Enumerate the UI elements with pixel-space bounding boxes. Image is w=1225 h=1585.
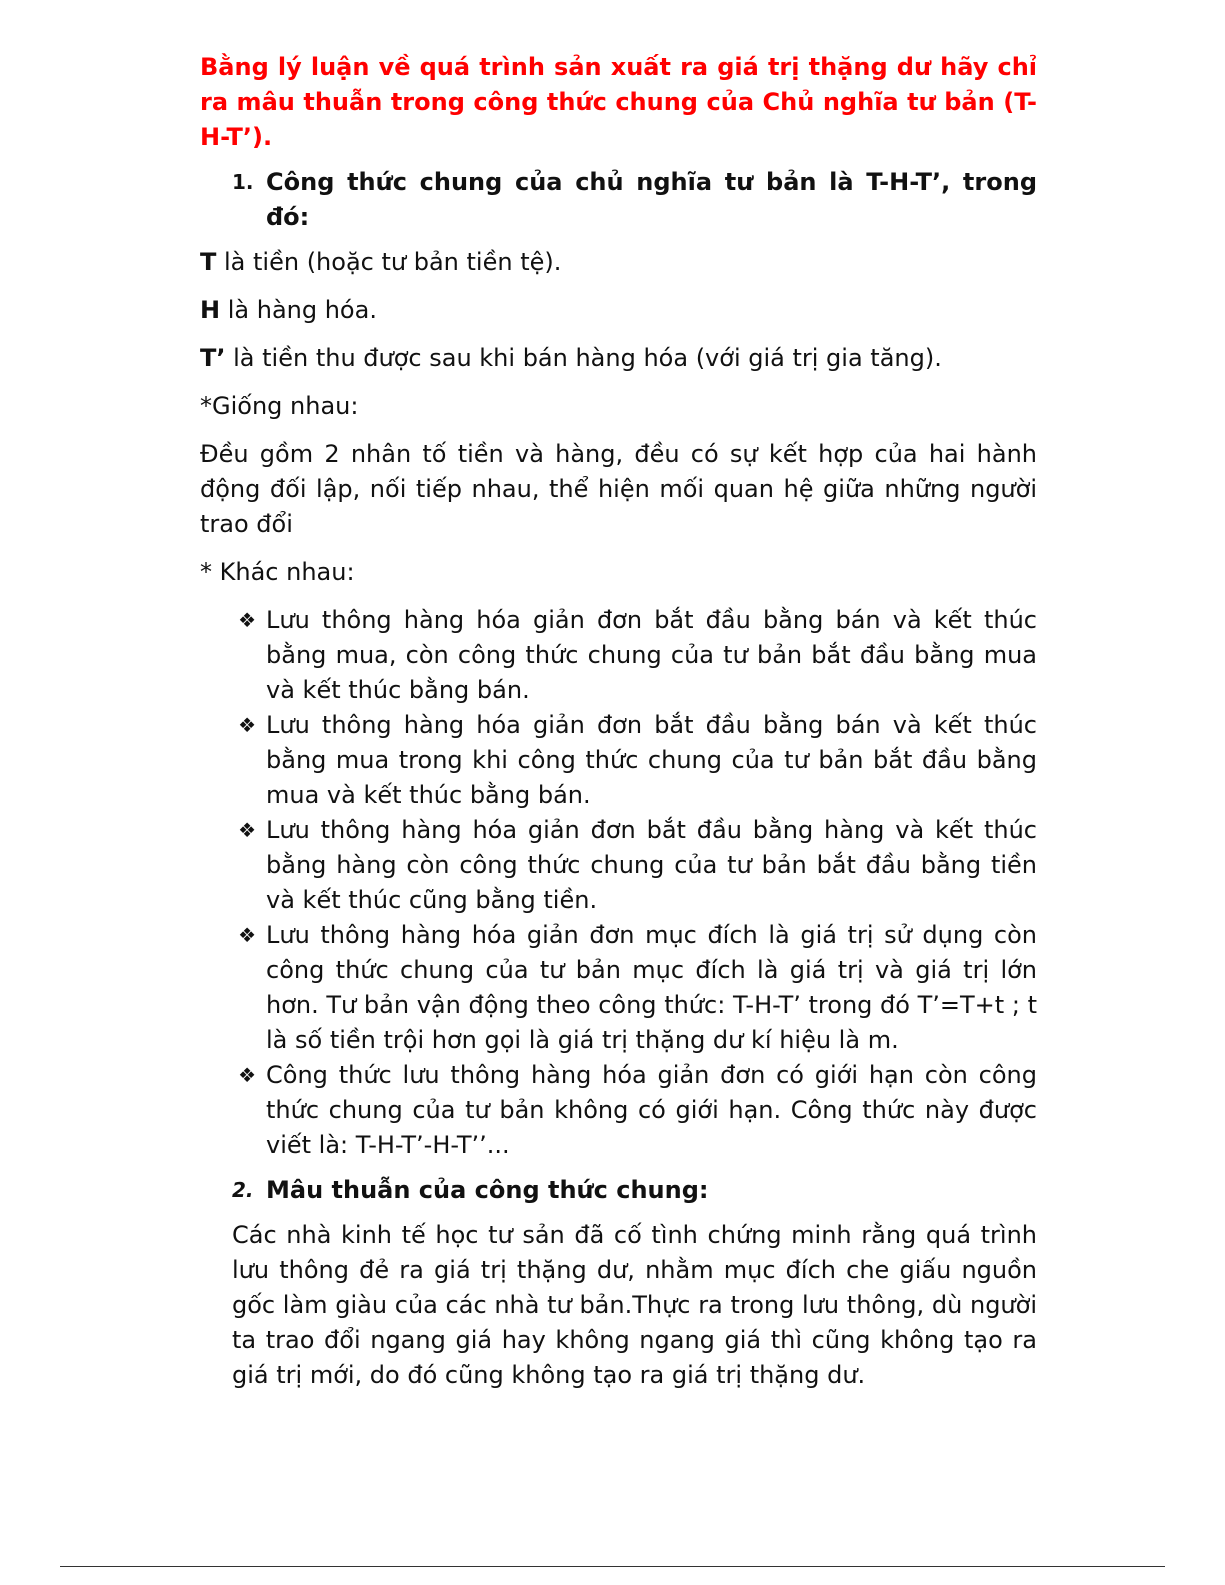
document-title: Bằng lý luận về quá trình sản xuất ra giá trị thặng dư hãy chỉ ra mâu thuẫn trong công thức chung của Chủ nghĩa tư bản (T-H-T’). xyxy=(200,53,1037,151)
list-item-text: Lưu thông hàng hóa giản đơn bắt đầu bằng bán và kết thúc bằng mua, còn công thức chung của tư bản bắt đầu bằng mua và kết thúc bằng bán. xyxy=(266,606,1037,704)
similar-label: *Giống nhau: xyxy=(200,392,359,420)
definition-term: H xyxy=(200,296,221,324)
definition-text: là tiền thu được sau khi bán hàng hóa (với giá trị gia tăng). xyxy=(225,344,942,372)
section-2-heading xyxy=(232,1173,1037,1208)
list-item xyxy=(200,603,1037,708)
page-bottom-rule xyxy=(60,1566,1165,1567)
definition-t-prime xyxy=(200,341,1037,376)
definition-term: T xyxy=(200,248,217,276)
list-item-text: Công thức lưu thông hàng hóa giản đơn có giới hạn còn công thức chung của tư bản không có giới hạn. Công thức này được viết là: T-H-T’-H-T’’... xyxy=(266,1061,1037,1159)
list-item xyxy=(200,813,1037,918)
section-2-text: Các nhà kinh tế học tư sản đã cố tình chứng minh rằng quá trình lưu thông đẻ ra giá trị thặng dư, nhằm mục đích che giấu nguồn gốc làm giàu của các nhà tư bản.Thực ra trong lưu thông, dù người ta trao đổi ngang giá hay không ngang giá thì cũng không tạo ra giá trị mới, do đó cũng không tạo ra giá trị thặng dư. xyxy=(232,1221,1037,1389)
section-1-heading xyxy=(232,165,1037,235)
list-item xyxy=(200,918,1037,1058)
list-item-text: Lưu thông hàng hóa giản đơn bắt đầu bằng hàng và kết thúc bằng hàng còn công thức chung của tư bản bắt đầu bằng tiền và kết thúc cũng bằng tiền. xyxy=(266,816,1037,914)
similar-text: Đều gồm 2 nhân tố tiền và hàng, đều có sự kết hợp của hai hành động đối lập, nối tiếp nhau, thể hiện mối quan hệ giữa những người trao đổi xyxy=(200,440,1037,538)
section-2-number: 2. xyxy=(232,1178,254,1202)
diamond-bullet-icon: ❖ xyxy=(238,818,256,842)
document-page xyxy=(200,50,1037,1393)
section-2-title: Mâu thuẫn của công thức chung: xyxy=(266,1176,709,1204)
list-item-text: Lưu thông hàng hóa giản đơn mục đích là giá trị sử dụng còn công thức chung của tư bản mục đích là giá trị và giá trị lớn hơn. Tư bản vận động theo công thức: T-H-T’ trong đó T’=T+t ; t là số tiền trội hơn gọi là giá trị thặng dư kí hiệu là m. xyxy=(266,921,1037,1054)
diamond-bullet-icon: ❖ xyxy=(238,608,256,632)
definition-t xyxy=(200,245,1037,280)
list-item-text: Lưu thông hàng hóa giản đơn bắt đầu bằng bán và kết thúc bằng mua trong khi công thức chung của tư bản bắt đầu bằng mua và kết thúc bằng bán. xyxy=(266,711,1037,809)
list-item xyxy=(200,1058,1037,1163)
definition-h xyxy=(200,293,1037,328)
definition-text: là tiền (hoặc tư bản tiền tệ). xyxy=(216,248,562,276)
section-1-title: Công thức chung của chủ nghĩa tư bản là T-H-T’, trong đó: xyxy=(266,168,1037,231)
different-label: * Khác nhau: xyxy=(200,558,355,586)
diamond-bullet-icon: ❖ xyxy=(238,1063,256,1087)
definition-term: T’ xyxy=(200,344,226,372)
diamond-bullet-icon: ❖ xyxy=(238,923,256,947)
definition-text: là hàng hóa. xyxy=(220,296,377,324)
diamond-bullet-icon: ❖ xyxy=(238,713,256,737)
section-1-number: 1. xyxy=(232,170,254,194)
differences-list xyxy=(200,603,1037,1163)
list-item xyxy=(200,708,1037,813)
